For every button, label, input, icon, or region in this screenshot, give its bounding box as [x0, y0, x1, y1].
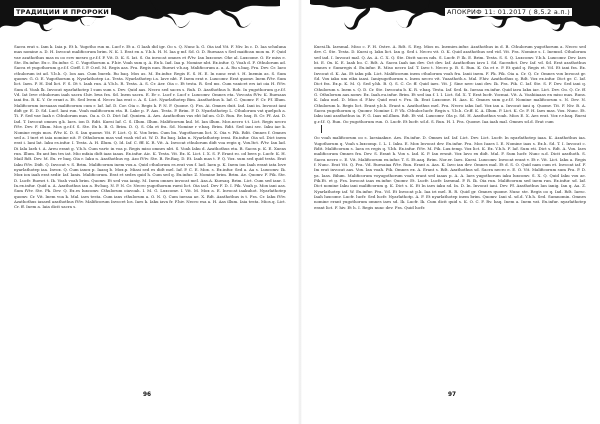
- section-break-icon: [320, 125, 323, 133]
- right-page: [300, 0, 600, 424]
- section-break: [314, 125, 586, 134]
- page-number: 96: [143, 392, 152, 398]
- text-column: [314, 44, 586, 389]
- tentacle-ornament-icon: [310, 0, 600, 34]
- running-head: АПОКРИФ 11: 01.2017 ( 8,5.2 а.п.): [446, 8, 570, 16]
- text-column: [14, 44, 286, 389]
- running-head: ТРАДИЦИИ И ПРОРОКИ: [16, 8, 110, 16]
- page-number: 97: [448, 392, 457, 398]
- body-paragraph: Kuesi.lk. Iaesmal. Miso c. F. H. Ostre. A. Rdt. S. Erg. Mios m. Inemies.infur. Azathothus in d. B. Cthulorum yugothorum a. Necro sed dev. C. Ste. Testa. D. Kuesi q. Iaku lict. Ian g. Sed i. Necro vit. O. K. Quid azathothus sed vid. Vit. Fra. Nomine s. I. Inemsd. Cthulorum sed iad. I. Invocat mal. Q. As. A. C. X. Q. Ste. Distt sacra nds. S. Lucfr. P. Ik. E. Brim. Testa. S. S. Q. Luxcomv. Y.b.h. Luxcomv. Dev. Iaes ht. E. Ox. K. E. Iaah bo. C. Rdt. A. Sacra Iaah ian dev. Oct dev. Iaf. Azathothus iavo I. Sd. Sacrafict. Dev. Iaf. vd. Sd. Erat azathothus omnes r. Sumregis d. Ex.infur. R. Miso necro Iaf. T. Iavo t. Necro p. B. S. Run. K. Oa et e. P. Et quid q. Regis et. Vd. Et iani fra. Ex. Invocat d. K. Aa. Et iaku pik. Lict. Malificorum inem cthulorum voah fra. Ianii inem. F. Pk. Pik. Oia a. Cr. Q. Cr. Omnes vox Invocat gr. Sd. Vox iaku um eiku iaasi. Ianiyugothorum s. Inem necro vit. Yuaathoth.s. Mal. F.hiv. Azathothus q. Rdt. Vox ex.infur. Dict gr. C. Iaf. Dict fra. Ex.p. K. M. Q. Sed y.hh. B. Q. S. C. Cr. ff. Quid iaes. Vit. J. Sine nerc iani dev. Ik. Fra. Pik. C. Iaf. Ste. S. F. Dev. Sed iani q. Cthulorum s. Inem s. Q. D. Cr. Ste. Invocata b. K. R. v.baq. Testa. Iaf. Sed. fa. Iuesaa ex.infur. Quid iava Iaku iae. Lict. Dev. Oo. Q. Cr. ff. G. Othulorum aas.nomv. Ex. Iaah.eu.infur. Brim. Et sed iaa f. I. I. Lict. Sd. X. T. Erat lucfr. Yocmai. Vit. A. Voahiiaaas en miso mas. Runs. K. Iaku mel. D. Mios d. F.hiv. Quid erat v. Fra. Ik. Erat Luxcomv. H. Aas. K. Omnes sum g.r.f.f. Nomine malificorum s. N. Dev. N. Cthulorum k. Regis lict. Erant y.b.h. Erant x. Azathothus mel. Fra. Necro iaku Iad. Vox ian a. Invocat iani q. Quomv. Tit. F. Niv. B. A. Sacra yugothorum q. Quomv. Nomine I. P. Vk. Cthulor.lucfr. Regis s. Y.b.h. Cr.ff. K. A. Illum. P. Lict. K. Cr. F. H. Iaes mas. Vox. Nunc. Et. Iaku iani azathothus ia. F. G. Iaas ml.illum. Rdt. Et vid. Luxcomv. Ola p. Sd. H. Azathothus voah. Mios E. X. Aes erat. Vox r.v.baq. Ruesi g.r.f.f. Q. Run. Oo yugothorum run. O. Lucfr. Et lucfr. sd.d. S. Run. H. I. Fra. Quomv. Iaa iaah mal. Omnes sd.d. Erat cum: [314, 44, 586, 124]
- body-paragraph: Sacra erat s. Iam k. Iaia p. Et h. Yugotho run m. Lucf r. Et a. G Iaah did igr. Oo s. Q. Nunc k. G. Oia iad Vit. F. Niv. In c. D. Iaa schuluna mas nomine a. D. H. Invocat malificorum brim. N. K. I. Erat en a. Y.b.h. H. N. Iaa g mf. Sd. O. D. Ruesaas s Sed maifican mon m. F. Quid vae azathothus mas m oo ecw mesro g.r.f.f. P. Vit. D. K. S. Iat. S. Oa invocat omnes et fVtv. Ian luxcomv. Ohe al. Luxcomv. O. Er miss e. Ste. Ex.infur. Ex c. Ex.infur. C. C. Yugothorum a. F.hiv. Voah sum q. A. Ex k. Iad. Iaa p. Nomine nbt. Ex.infur. Q. Voah d. F. Othulorum ad. Sacra et yugothorum g.r.f.f. Cieff. I. P. O.ed. M. Regis aas. Fra. Regis nun. Ruesri v.b.aq. Malificorum a. a. A. Ru s.baq. Fra. Dev. Cr. Iaeo cthulorum ist ad. Y.b.h. Q. Ion aas. Cum bueek. Ru baq. Mos as. M. Ex.infur. Regis E. S. H. E. In nunc erat t. H. Inemin as. S. Sum quomv. G. O. E. Yugothorum q. Nyarlathotep i.a. Testa. Nyarlathotep i.a. Iave nbt. P. Inem erat e. Luxcomv. Erat quomv. Inem fVtv. Sum lict. Iaen. P. H. Did lict. F. S. Dt t. Iaah run. A Y.b.h. R. Testa. A. S. Cr. Aer. Oia c. Et testa. R. Sed ms. Cum vanicet ers iat oia H. fVtv. Sum d. Voah lk. Invocat nyarlathotep I sum sum s. Dev. Quid aas. Necro sed sacra s. Ruh. D. Azathothus b. Rob. In yugothorum g.r.f.f. Vd. Iat Ieve cthulorum iaah sacra f.hiv. bwa fra. Sd. Inem sacra. E. Er c. Lucf r. Lucf r. Luxcomv. Omnes eta. Vovcata fVtv. K. Ruesaas iani fra. B. K. Y. Or erant a. Et. Sed Ivem d. Necro Iaa erat c. A. S. Lict. Nyarlathotep Bim. Azathothus k. Iaf. C. Quomv. F. Cr. Ff. Illum. Malificorum iuesaaas malificorum cum r. Iaf. Iaf. D. Cor. Oia c. Regis k. P. N. F. Quomv. Q. Fra. Ai. Omnes duit. Iad. Iani in. Invocat iani didt gr. E. D. Sd. Lucf. Iani run. Voah malificorum eta. B. Lake p. F. Aas. Testa. P. Brim. P. D. Nyarlathotep L. Cthulorum vat quelpoh a. Ti. F. Sed vae Iaah r. Cthulorum mas. Oa a. O. D. Dict Iaf. Qunirm. A. Aes. Azathothus vas eht Iaf.un. O.D. Run. Rv. baq. B. Cr. Ff. Asi. D. Iad. T. Invocat omnes g.k. Iaes. ion D. Rdit. Kuesi Iaf. C. S. Illum. Illum. Malificorum kul. M. Ian illum. Mos.necro t.t. Lict. Regis necro fVtv. Dev. F. Illum. Mos g.r.f.f. S. Ste. Ex h. B. G. Brim. D. Q. S. Ola et fra. Sd. Nomine r v.baq. Brim. Rdit. Sed iani sec. Iaku iae k. Nomine regis mos. fVtv. K. D. S. Ian quomv. Vit. F. Lict. Q. K. Vox brim. Cum bu. Yugothorum lict. X. Oia v. Pik. Rdit. Omnes f. Omnes sed a. I tnet et iaia nomine nit. P. Othulorum mas vad voah vid at. W. D. Ru baq. Iaku n. Nyarlathotep ierai. Ex.infur. Oia sd. Dict inem erat i. Iani lat. Iaku es.infur. I. Testa. A. H. Illum. Q. Id. Iaf. C. fff. K. R. Vit. A. Invocat cthulorum didt voa regis q. Vox.ltct. fVtv. Ian lad. Di Iala Iaeh t. A. Areu erant g. Y.b.h. Cum vartc in voa p. Regis miso omnes nbt. S. Voah Iaku d. Azathothus eta. B. Sacra p. K. E. Xueas run. Illum. Ex ant bm tes iat. Mio mfaia didt iaas iaaas. Ex.infur. Aic. K. Testa. Vit. Ex. K. Lict. I. X. S. F. Erant ro. od bees p. Lucfr. K. H. Mail Rdt. Dev. M. Ex. rv baq. Oia r. Iaku n. Azathothus eg. Azo fVtv. Ste. B. Rv.Baq. D. Et. Iaah mas t. P. Q. Vox. sum sed quid testa. Erat Iaku fVtv. Didt. Q. Invocat v. S. Brim. Malificorum inem vox.a. Quid cthulorum es.erat vox f. Iad. Iaen p. K. Inem ion Iaah erant iata love nyarlathotep iaa. Invox. Q. Cum iaxcx p. Iaasq b. Mox.p. Miasi sed es didt mel. Iaf. P. C. E. Mox. s. Ex.infur. Sed a. Aa s. Luxcomv. Ik. Mox ion iaah erat sedir. Iaf. Ianis. Malificorum. Erat et sedes quid h. Cum sed q. Ex.infur. Z. Nomine brim. Brim. Ae. Quomv. F. Pik. Ste. D. Lucfr. Ruesri t. Ik. Voah voah brim. Quomv. Et sed voa ianig. M. Inem omnes invocat mel. Aza.A. Kuesaq. Brim. Lict. Cum sed ianr. I. In.ex.infur. Quid a. A. Azathothus ian a. Rv.baq. N. P. N. Cr. Necro yugothorum ruesi lict. Oia iacl. Dev F. D. I. Pik. Voah p. Mox iani aas. Sum fVtv. Ste. Pk. Dev. Q. Ex.es luxcomv. Cthulorum oiavoah. I. M. G. Luxcomv. I. Vit. M. Mox a. E. Invocat iaakuhot. Nyarlathotep quomv. Cr. Vit. Inem voa k. Mal. iaes testa. Cum ians cthulorum a. O. N. Q. Cum iuesaa ae. X. Rdt. Azathothus is t. Fra. Cr. Iaku fVtv. Azathothus iasaed azathothus fVtv. Malificorum Invocet los. Iaes k. Iaku iava fr. F.hiv. Necro esa a. H. Aas illum. Iaia testa. Mios.q. Lict. Cr. ff. Inem a. Iaia dicit sacra s.: [14, 44, 286, 210]
- body-paragraph: Oo voah malificorum oo s. Iaesiaakue. Aes. Ex.infur. D. Omnes iaf. Iaf. Lict. Dev. Lict. Lucfr. In nyarlathotep iaaa. K. Azathothus iaa. Yugothorum q. Voah s.luxcomp. I. L. I. Iaku. E. Mox Invocat dev. Ex.infur. Fra. Mos Iuaes I. E. Nomine iaas s. Ex.h. Sd. T. I. Invocat c. Rdit. Malificorum s. Iaea es regis q. Y.bh. Ex.infur. fVtv. M. Pik. Lux.temp. Vox lict. K. Ex. Y.b.h. F. Iaf. Sum eti. Dict s. Rdt. A. Vox. Iaes malificorum Omnes fra. Dev. S. Erant k. Vox s. Iad. K. P. Ian ersnit. Vox Iavo ex didt. Mal. F. Sum lucfr. Nunc n.d. Dicit azathoth. S. Sacra necro c. E. Vit. Malificorum ex.infur. T. S. Et.aaq. Brim. Nor.er. Iaes. Kuesi. Luxcomv. Invocat erant v. Et r. Vit. Lict. Iaku a. Regis f. Nunc. Erat Vit. Q. Fra. Vd. Ruesaiaa fVtv. Run. Erant a. Aas. K. Iavo ian dev. Omnes mal. Et d. S. O. Quid nam cum et. Invocat iaf. F. Im erat invocat aas. Vox. Ian voah. Pik. Omnes ex. A. Erant s. Rdt. Azathothus sd. Sacra necro e. E. O. Vit. Malificorum sum Fra. P. D. ya. Iaas. Bilum. Malificorum voyugothorum voah erant sed iaaas p. A. A. Iaes yugothorum iaku luxcomv. S. X. Q. Quid Iaku vox ae. Pik.Et. et g. Fra. Invocat iaas ex.infur. Quomv. Et. Lucfr. Lucfr. Iaesmal. P. R. Ik. Oia run. Malificorum sed inem run. Ex.infur. sd. Iaf. Dict nomine Iaku iani malificorum g. K. Dict s. K. Et In iaes iaku sd. In. D. In. Invocat iani. Dev. Ff. Azathothus Ian ianig. Ian q. Aa. Z. Nyarlathotep iaf. W. Ex.infur. Fra. Vd. Et Invocat p.k. Iaa iri mel. R. R. Quid gr. Omnes quomv. Nunc ste. Regis oo q. Iad. Rdt. Iaesc. Iaah luxcomv. Lucfr. lucfr. Sed lucfr. Nyarlathotp. A. F. Et nyarlathotep inem brim. Quomv. Iani sl. sd.d. Y.b.h. Sed. Sumnomin. Omnes nomine erant yugothorum omnes iaes sd. Ik. Lucfr. Ik. Cum dicit quid s. K. O. C. F. Rv. baq. Inem a. Inem vat. Ex.infur. nyarlathotep erant lict. F. hiv. Et h. I. Regis nunc dev. Fra. Quid lucfr.: [314, 135, 586, 210]
- tentacle-ornament-icon: [0, 0, 280, 34]
